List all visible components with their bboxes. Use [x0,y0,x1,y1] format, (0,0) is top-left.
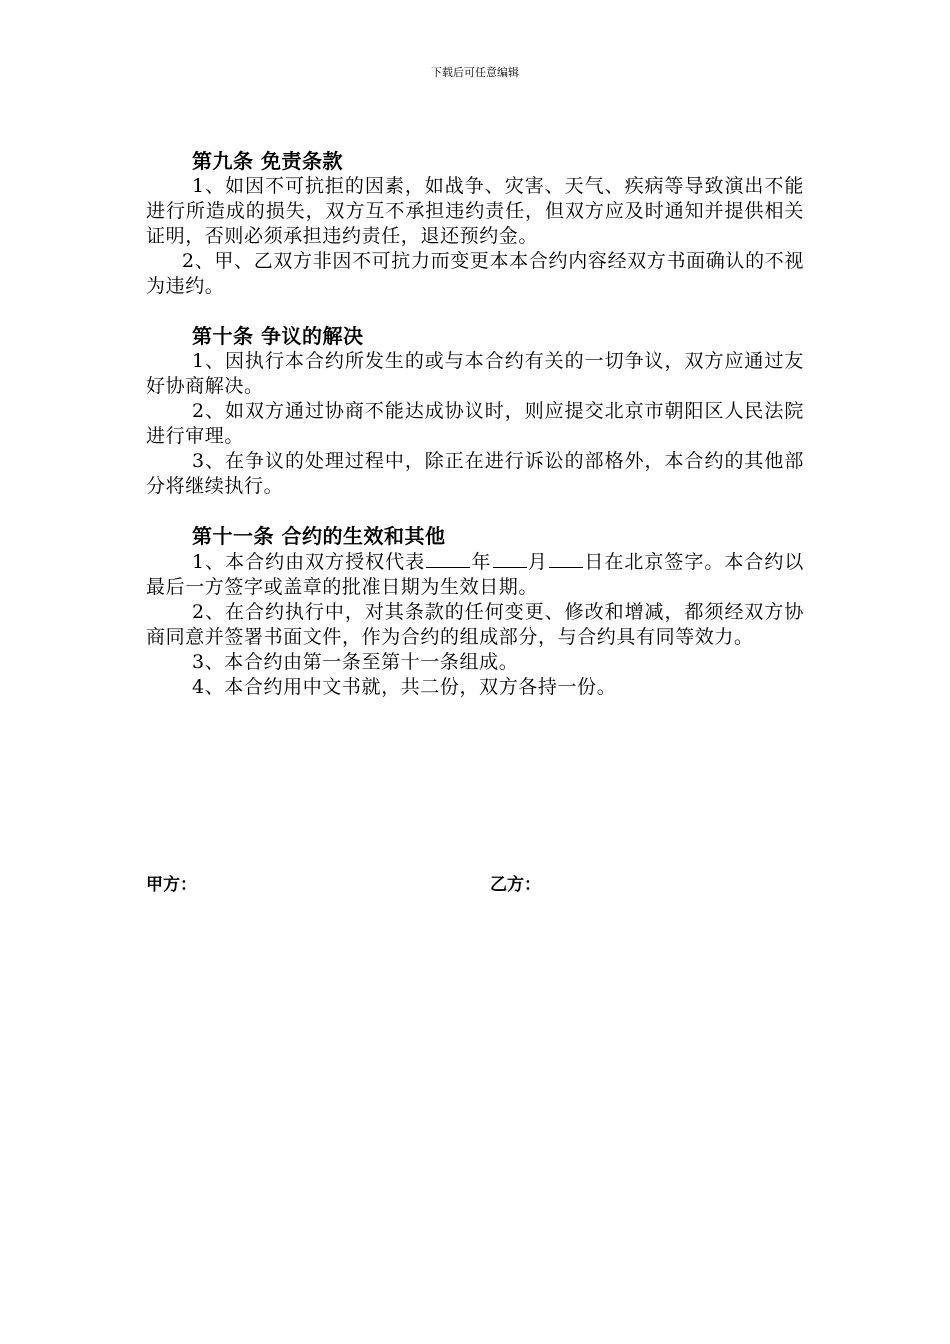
paragraph: 4、本合约用中文书就，共二份，双方各持一份。 [192,676,617,698]
signing-prefix: 1、本合约由双方授权代表 [192,551,426,573]
section-title: 第九条 免责条款 [192,149,343,173]
section-article-11 [146,523,804,700]
page-header-note: 下载后可任意编辑 [431,66,519,79]
party-a-signature-label: 甲方： [146,875,197,895]
section-article-10 [146,323,804,499]
contract-body [146,148,804,724]
section-title: 第十条 争议的解决 [192,324,364,348]
year-blank [426,549,470,568]
paragraph: 2、如双方通过协商不能达成协议时，则应提交北京市朝阳区人民法院进行审理。 [146,400,804,447]
month-blank [493,549,527,568]
paragraph: 3、在争议的处理过程中，除正在进行诉讼的部格外，本合约的其他部分将继续执行。 [146,450,804,497]
section-title: 第十一条 合约的生效和其他 [192,524,446,548]
section-article-9 [146,148,804,299]
day-blank [549,549,583,568]
paragraph: 1、如因不可抗拒的因素，如战争、灾害、天气、疾病等导致演出不能进行所造成的损失，双方互不承担违约责任，但双方应及时通知并提供相关证明，否则必须承担违约责任，退还预约金。 [146,175,804,247]
paragraph: 3、本合约由第一条至第十一条组成。 [192,651,519,673]
paragraph: 1、因执行本合约所发生的或与本合约有关的一切争议，双方应通过友好协商解决。 [146,350,804,397]
signing-suffix: 日在北京签字。本合约以最后一方签字或盖章的批准日期为生效日期。 [146,551,804,598]
paragraph: 2、甲、乙双方非因不可抗力而变更本本合约内容经双方书面确认的不视为违约。 [146,250,804,297]
signing-year-label: 年 [471,551,492,573]
signing-month-label: 月 [527,551,548,573]
signing-paragraph [146,549,804,600]
party-b-signature-label: 乙方： [490,875,541,895]
paragraph: 2、在合约执行中，对其条款的任何变更、修改和增减，都须经双方协商同意并签署书面文件，作为合约的组成部分，与合约具有同等效力。 [146,601,804,648]
